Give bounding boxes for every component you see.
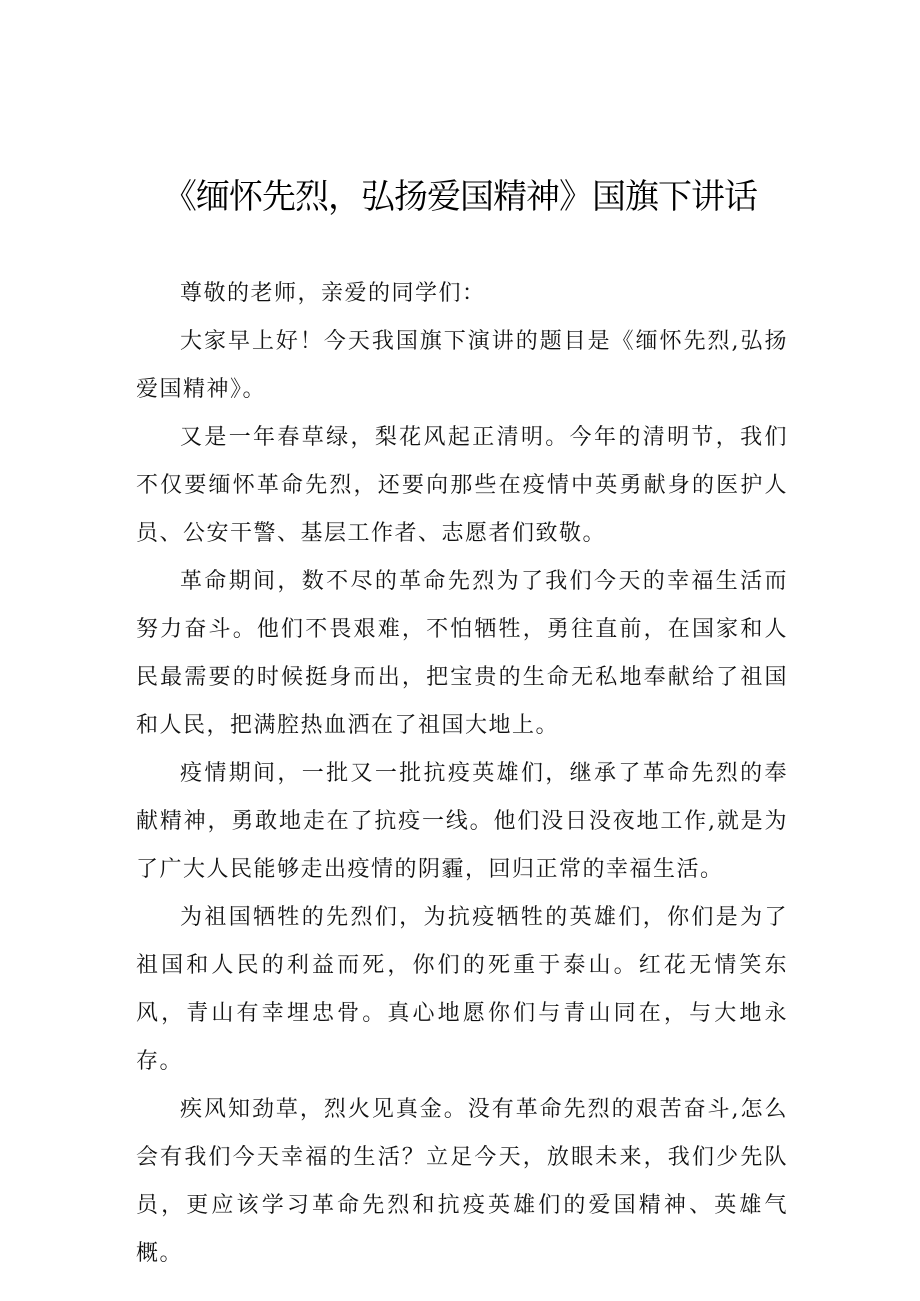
document-title: 《缅怀先烈，弘扬爱国精神》国旗下讲话 <box>163 177 757 217</box>
body-paragraph: 革命期间，数不尽的革命先烈为了我们今天的幸福生活而努力奋斗。他们不畏艰难，不怕牺牲，勇往直前，在国家和人民最需要的时候挺身而出，把宝贵的生命无私地奉献给了祖国和人民，把满腔热血洒在了祖国大地上。 <box>136 569 788 738</box>
document-body <box>136 270 788 1278</box>
body-paragraph: 疾风知劲草，烈火见真金。没有革命先烈的艰苦奋斗,怎么会有我们今天幸福的生活？立足今天，放眼未来，我们少先队员，更应该学习革命先烈和抗疫英雄们的爱国精神、英雄气概。 <box>136 1097 788 1266</box>
body-paragraph: 疫情期间，一批又一批抗疫英雄们，继承了革命先烈的奉献精神，勇敢地走在了抗疫一线。他们没日没夜地工作,就是为了广大人民能够走出疫情的阴霾，回归正常的幸福生活。 <box>136 761 788 882</box>
body-paragraph: 又是一年春草绿，梨花风起正清明。今年的清明节，我们不仅要缅怀革命先烈，还要向那些在疫情中英勇献身的医护人员、公安干警、基层工作者、志愿者们致敬。 <box>136 425 788 546</box>
body-paragraph: 大家早上好！今天我国旗下演讲的题目是《缅怀先烈,弘扬爱国精神》。 <box>136 329 788 402</box>
salutation-paragraph: 尊敬的老师，亲爱的同学们： <box>180 281 486 306</box>
body-paragraph: 为祖国牺牲的先烈们，为抗疫牺牲的英雄们，你们是为了祖国和人民的利益而死，你们的死重于泰山。红花无情笑东风，青山有幸埋忠骨。真心地愿你们与青山同在，与大地永存。 <box>136 905 788 1074</box>
